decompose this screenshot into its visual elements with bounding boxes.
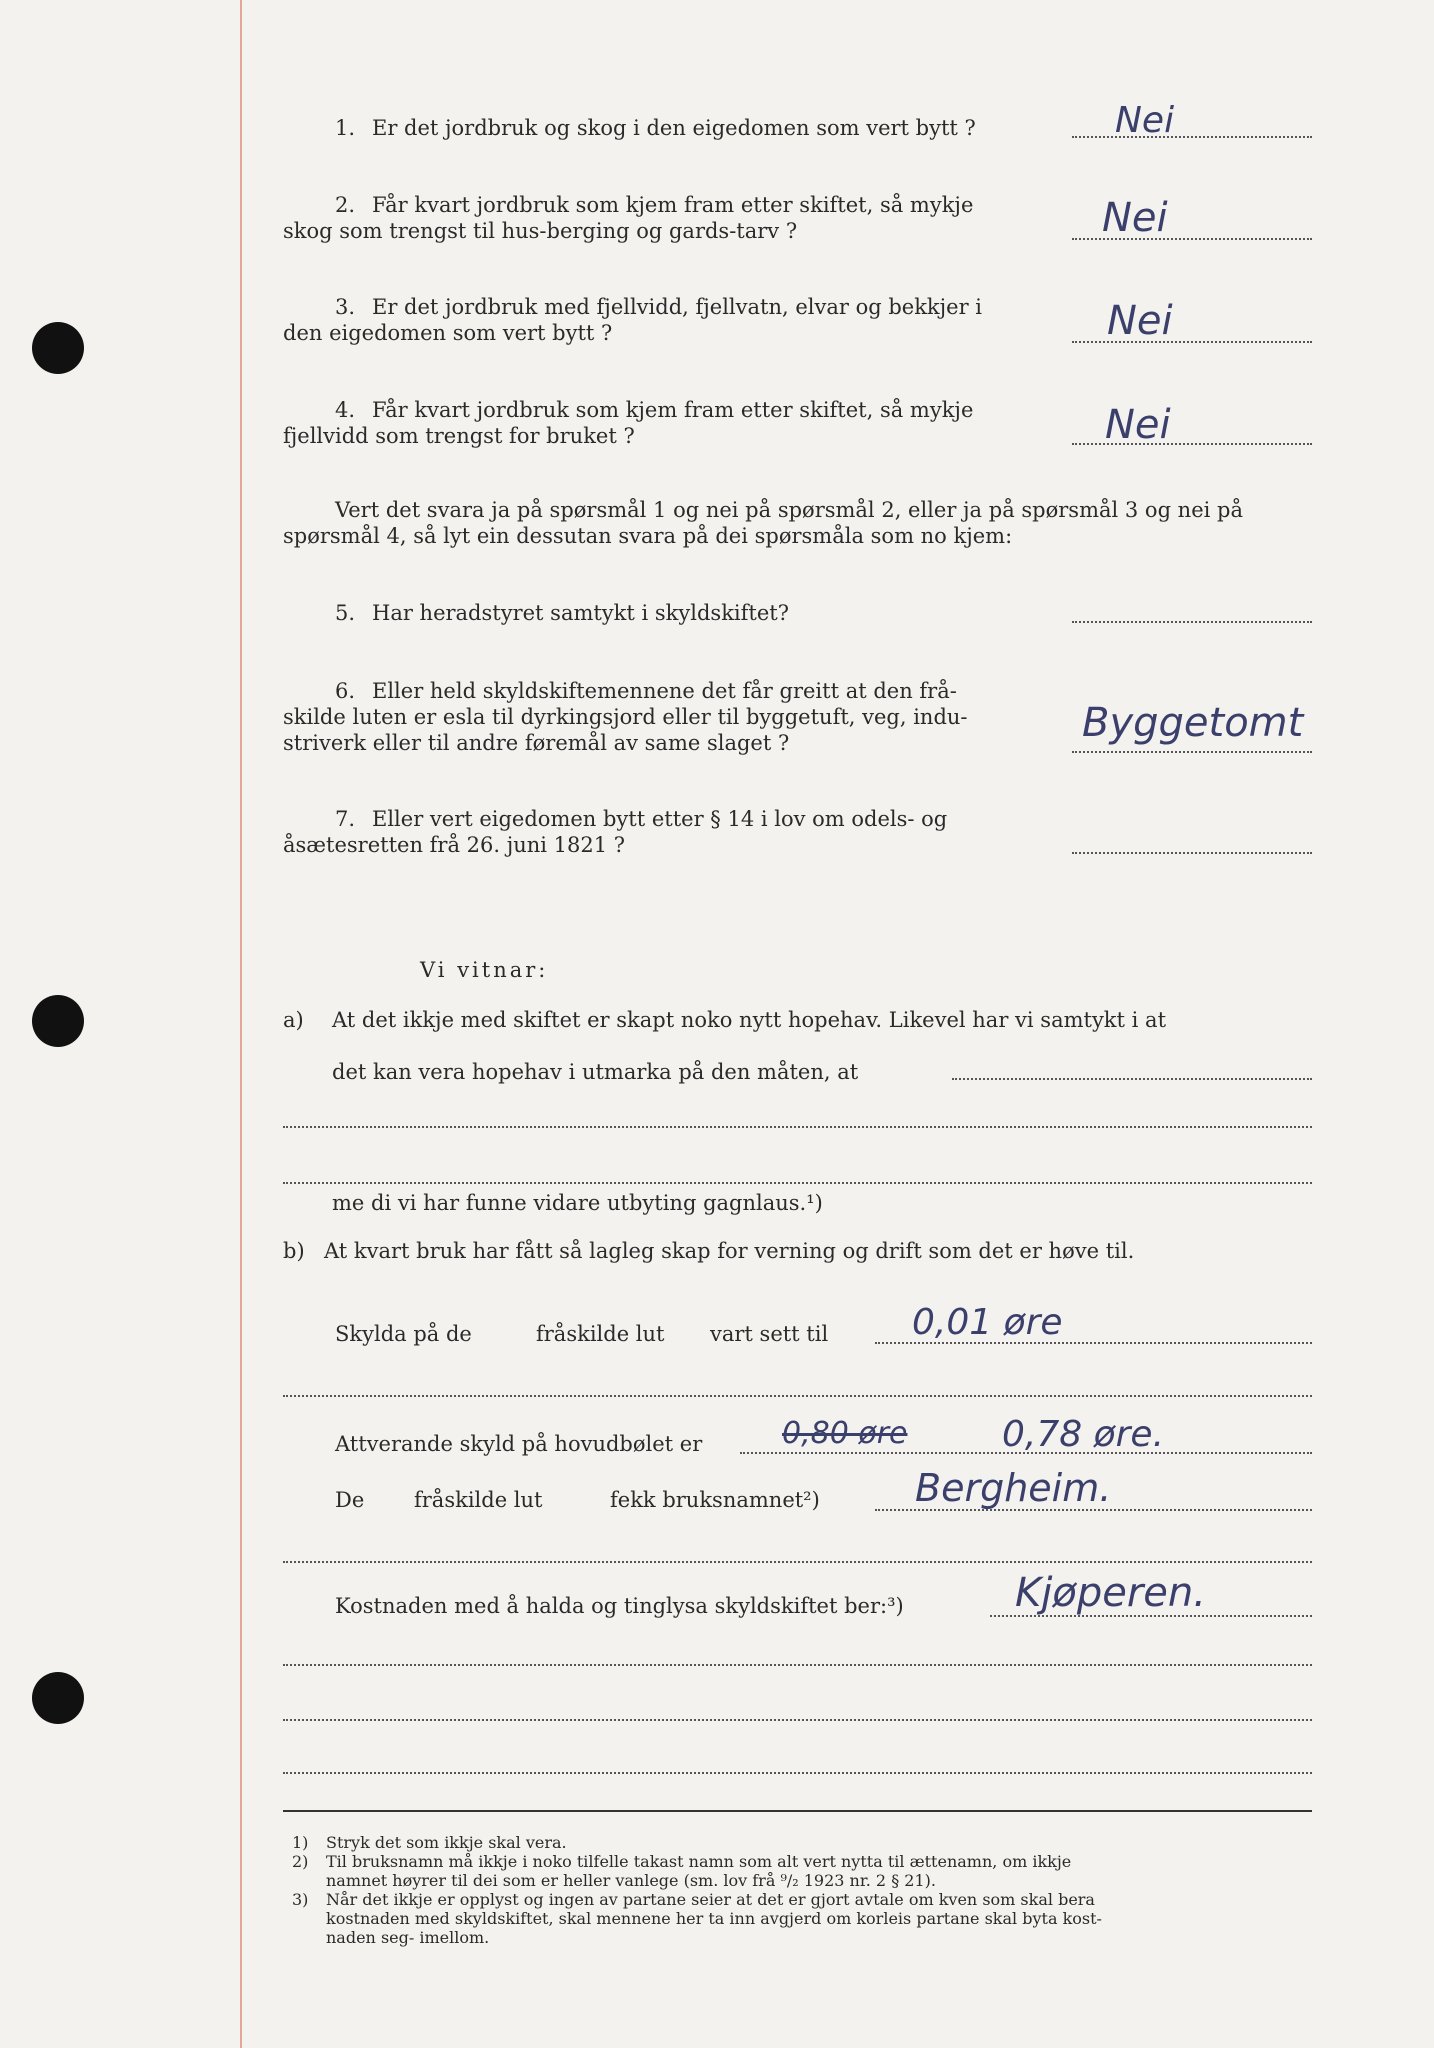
footnote-text: namnet høyrer til dei som er heller vanlege (sm. lov frå ⁹/₂ 1923 nr. 2 § 21).: [326, 1871, 936, 1890]
footnote-text: naden seg- imellom.: [326, 1928, 490, 1947]
question-text: Eller held skyldskiftemennene det får greitt at den frå-: [372, 679, 957, 703]
answer-attverande: 0,78 øre.: [1002, 1414, 1165, 1455]
answer-skylda: 0,01 øre: [912, 1302, 1063, 1343]
witness-heading: Vi vitnar:: [420, 958, 549, 982]
question-text: skog som trengst til hus-berging og gards-tarv ?: [283, 219, 798, 243]
answer-q4: Nei: [1105, 402, 1171, 448]
witness-a-text: me di vi har funne vidare utbyting gagnlaus.¹): [332, 1191, 823, 1215]
footnote-divider: [283, 1810, 1312, 1812]
attverande-label: Attverande skyld på hovudbølet er: [335, 1432, 703, 1456]
binder-hole: [32, 322, 84, 374]
question-number: 1.: [335, 116, 356, 140]
question-number: 3.: [335, 295, 356, 319]
question-text: Får kvart jordbruk som kjem fram etter skiftet, så mykje: [372, 193, 974, 217]
bruksnamn-label: De: [335, 1488, 365, 1512]
answer-bruksnamn: Berghe​im.: [915, 1466, 1112, 1510]
question-text: Får kvart jordbruk som kjem fram etter skiftet, så mykje: [372, 398, 974, 422]
witness-b-label: b): [283, 1239, 305, 1263]
question-number: 7.: [335, 807, 356, 831]
question-text: åsætesretten frå 26. juni 1821 ?: [283, 833, 626, 857]
footnote-mark: 1): [292, 1833, 309, 1852]
question-text: Har heradstyret samtykt i skyldskiftet?: [372, 601, 789, 625]
footnote-text: Når det ikkje er opplyst og ingen av partane seier at det er gjort avtale om kven som skal bera: [326, 1890, 1095, 1909]
footnote-text: kostnaden med skyldskiftet, skal mennene her ta inn avgjerd om korleis partane skal byta kost-: [326, 1909, 1102, 1928]
answer-line: [1072, 621, 1312, 623]
answer-q1: Nei: [1115, 100, 1175, 141]
blank-line: [283, 1126, 1312, 1128]
blank-line: [283, 1772, 1312, 1774]
answer-struck: 0,80 øre: [782, 1416, 908, 1451]
question-text: skilde luten er esla til dyrkingsjord eller til byggetuft, veg, indu-: [283, 705, 968, 729]
bruksnamn-label: fråskilde lut: [414, 1488, 543, 1512]
margin-line: [240, 0, 242, 2048]
question-number: 4.: [335, 398, 356, 422]
question-number: 2.: [335, 193, 356, 217]
witness-a-text: At det ikkje med skiftet er skapt noko nytt hopehav. Likevel har vi samtykt i at: [332, 1008, 1167, 1032]
question-text: Er det jordbruk med fjellvidd, fjellvatn, elvar og bekkjer i: [372, 295, 983, 319]
skylda-label: fråskilde lut: [536, 1322, 665, 1346]
blank-line: [283, 1182, 1312, 1184]
kostnad-label: Kostnaden med å halda og tinglysa skyldskiftet ber:³): [335, 1594, 904, 1618]
answer-line: [1072, 751, 1312, 753]
binder-hole: [32, 995, 84, 1047]
witness-b-text: At kvart bruk har fått så lagleg skap for verning og drift som det er høve til.: [324, 1239, 1135, 1263]
answer-q3: Nei: [1107, 298, 1173, 344]
answer-q6: Byggetomt: [1082, 700, 1304, 746]
blank-line: [952, 1078, 1312, 1080]
witness-a-label: a): [283, 1008, 304, 1032]
footnote-text: Til bruksnamn må ikkje i noko tilfelle takast namn som alt vert nytta til ættenamn, om ikkje: [326, 1852, 1072, 1871]
skylda-label: vart sett til: [710, 1322, 829, 1346]
footnote-mark: 3): [292, 1890, 309, 1909]
blank-line: [283, 1664, 1312, 1666]
question-text: Er det jordbruk og skog i den eigedomen som vert bytt ?: [372, 116, 976, 140]
question-text: Eller vert eigedomen bytt etter § 14 i lov om odels- og: [372, 807, 948, 831]
instruction-text: spørsmål 4, så lyt ein dessutan svara på dei spørsmåla som no kjem:: [283, 524, 1013, 548]
question-number: 5.: [335, 601, 356, 625]
skylda-label: Skylda på de: [335, 1322, 472, 1346]
answer-q2: Nei: [1102, 195, 1168, 241]
instruction-text: Vert det svara ja på spørsmål 1 og nei på spørsmål 2, eller ja på spørsmål 3 og nei på: [335, 498, 1243, 522]
question-number: 6.: [335, 679, 356, 703]
blank-line: [283, 1719, 1312, 1721]
witness-a-text: det kan vera hopehav i utmarka på den måten, at: [332, 1060, 859, 1084]
answer-kostnad: Kjøperen.: [1015, 1570, 1206, 1616]
blank-line: [283, 1561, 1312, 1563]
bruksnamn-label: fekk bruksnamnet²): [610, 1488, 820, 1512]
question-text: striverk eller til andre føremål av same slaget ?: [283, 731, 790, 755]
blank-line: [283, 1395, 1312, 1397]
binder-hole: [32, 1672, 84, 1724]
answer-line: [1072, 136, 1312, 138]
question-text: den eigedomen som vert bytt ?: [283, 321, 613, 345]
footnote-text: Stryk det som ikkje skal vera.: [326, 1833, 567, 1852]
answer-line: [1072, 852, 1312, 854]
question-text: fjellvidd som trengst for bruket ?: [283, 424, 635, 448]
footnote-mark: 2): [292, 1852, 309, 1871]
